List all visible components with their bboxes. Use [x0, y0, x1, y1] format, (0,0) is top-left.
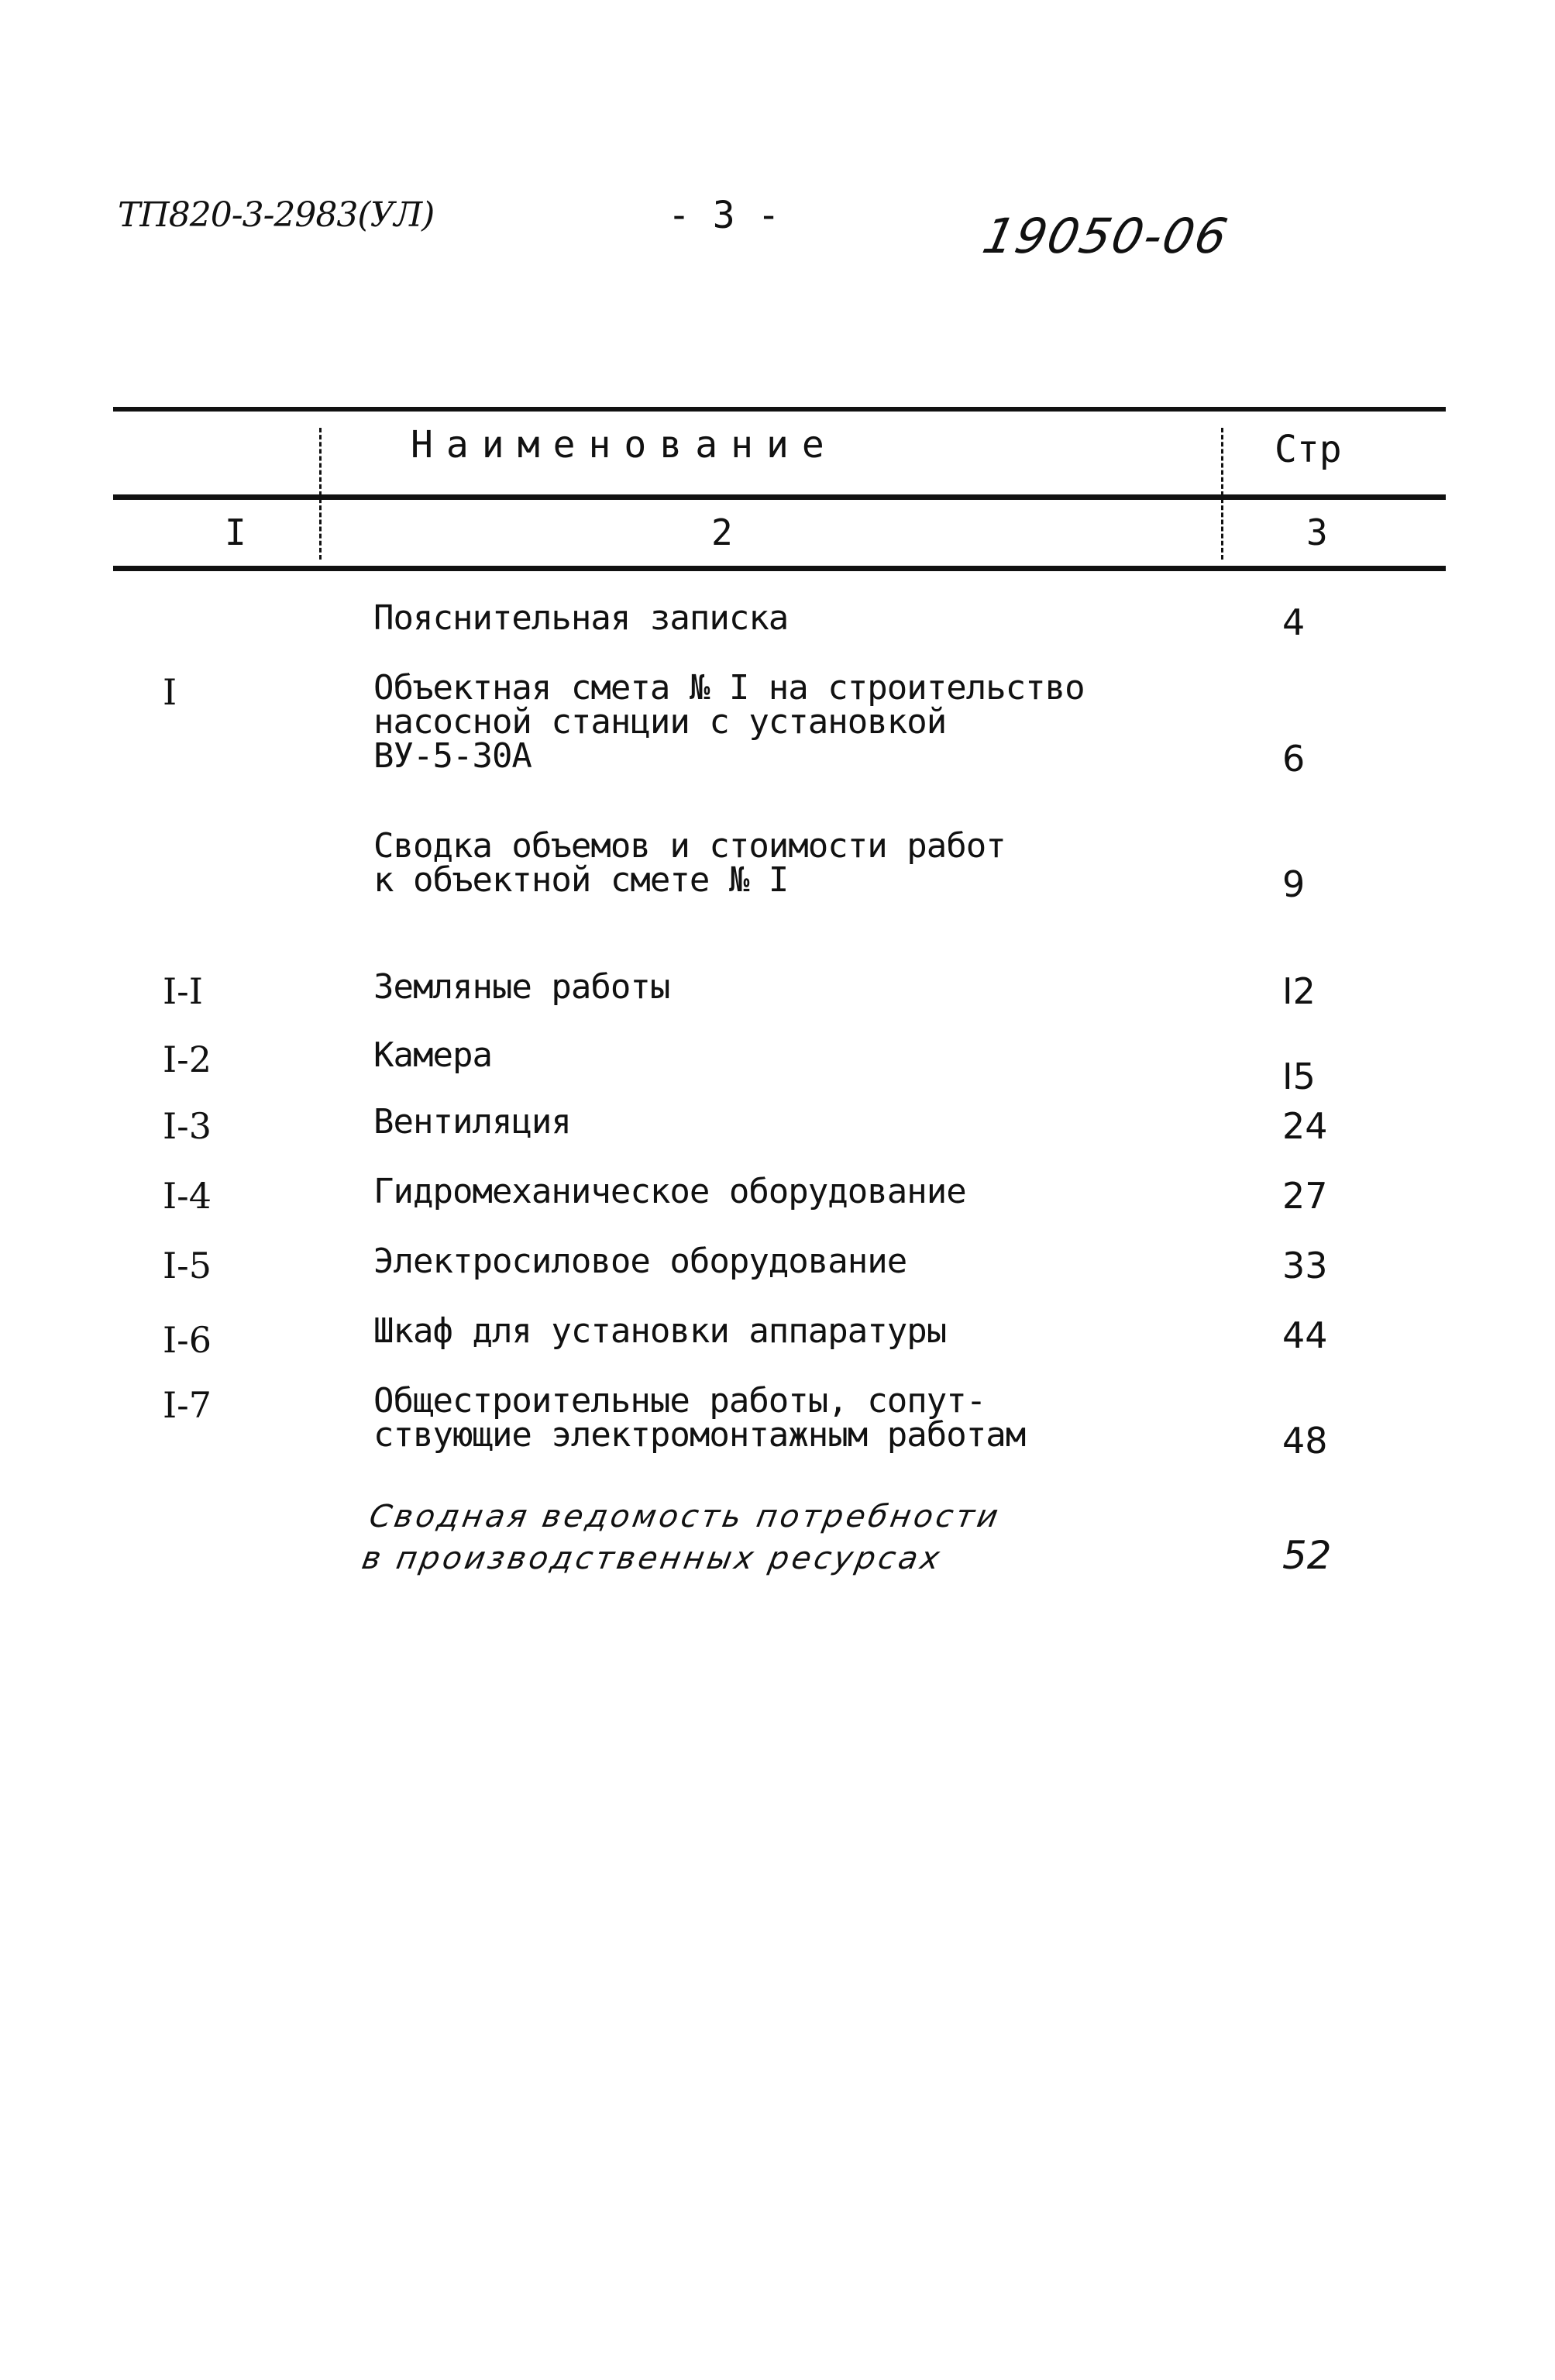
- column-header-name: Наименование: [411, 423, 838, 467]
- toc-title: Общестроительные работы, сопут- ствующие электромонтажным работам: [373, 1381, 1026, 1455]
- toc-page: 48: [1282, 1420, 1328, 1462]
- toc-page: 4: [1282, 601, 1306, 643]
- toc-title: Земляные работы: [373, 967, 670, 1007]
- page-number: - 3 -: [668, 194, 780, 237]
- column-header-page: Стр: [1275, 428, 1342, 471]
- toc-page: 6: [1282, 738, 1306, 780]
- toc-page: 33: [1282, 1245, 1328, 1286]
- toc-code: I-I: [163, 970, 203, 1012]
- toc-code: I-7: [163, 1384, 212, 1426]
- toc-code: I-4: [163, 1175, 212, 1217]
- toc-title: Пояснительная записка: [373, 598, 789, 638]
- document-code: ТП820-3-2983(УЛ): [118, 195, 435, 235]
- column-number-1: I: [225, 511, 246, 553]
- toc-page: 27: [1282, 1175, 1328, 1217]
- toc-title: Объектная смета № I на строительство насосной станции с установкой ВУ-5-30А: [373, 668, 1085, 776]
- toc-title: Камера: [373, 1035, 492, 1075]
- toc-page: 52: [1282, 1533, 1332, 1578]
- toc-page: 9: [1282, 863, 1306, 905]
- toc-code: I-6: [163, 1319, 212, 1361]
- toc-title: Шкаф для установки аппаратуры: [373, 1311, 947, 1351]
- toc-page: I2: [1282, 970, 1316, 1012]
- toc-code: I-2: [163, 1038, 212, 1080]
- toc-title: Гидромеханическое оборудование: [373, 1172, 966, 1211]
- toc-code: I: [163, 671, 177, 713]
- toc-code: I-5: [163, 1245, 212, 1286]
- column-number-3: 3: [1306, 511, 1328, 553]
- toc-page: 44: [1282, 1314, 1328, 1356]
- toc-title: Сводка объемов и стоимости работ к объектной смете № I: [373, 826, 1006, 900]
- toc-title: Электросиловое оборудование: [373, 1242, 907, 1281]
- column-number-2: 2: [711, 511, 733, 553]
- inventory-number: 19050-06: [978, 208, 1234, 264]
- toc-title: Вентиляция: [373, 1102, 571, 1142]
- toc-page: I5: [1282, 1056, 1316, 1097]
- toc-page: 24: [1282, 1105, 1328, 1147]
- toc-title: Сводная ведомость потребности в производственных ресурсах: [359, 1499, 1004, 1576]
- toc-code: I-3: [163, 1105, 212, 1147]
